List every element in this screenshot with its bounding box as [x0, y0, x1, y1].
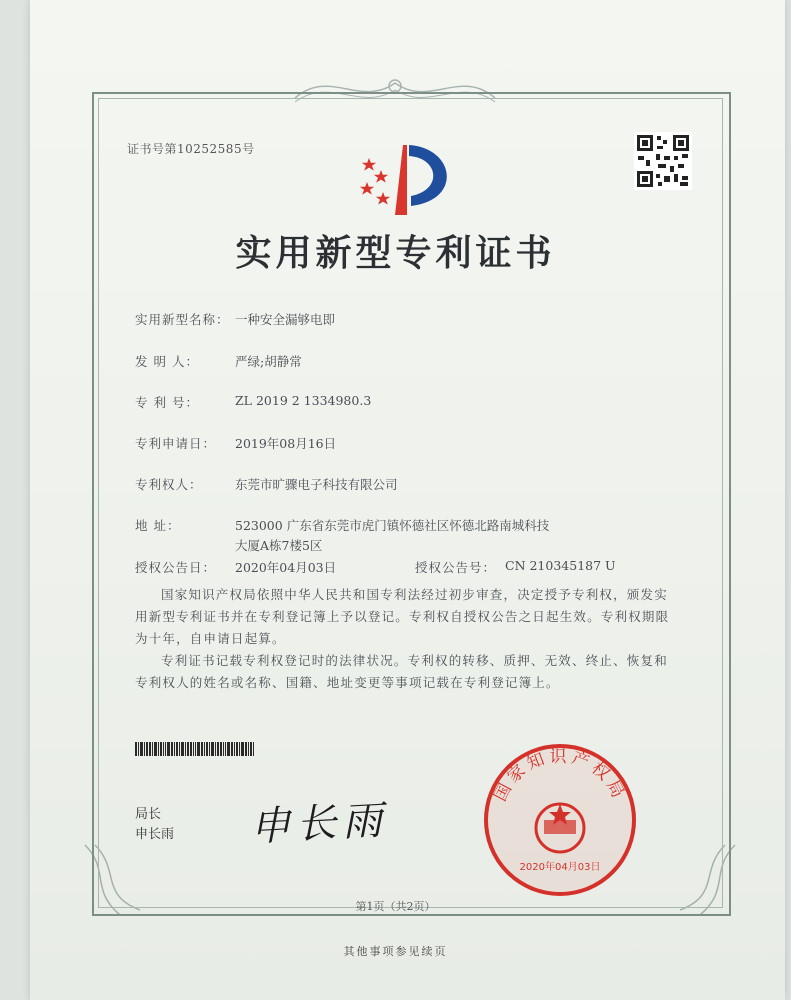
director-signature: 申长雨: [249, 797, 390, 851]
official-seal: [480, 740, 640, 900]
certificate-number: 证书号第10252585号: [127, 142, 255, 156]
certificate-title: 实用新型专利证书: [235, 232, 556, 274]
utility-model-name-label: 实用新型名称：: [135, 312, 230, 327]
address-label: 地 址：: [135, 518, 181, 533]
director-block: [135, 805, 174, 845]
director-title: 局长: [135, 807, 162, 822]
footer-note: 其他事项参见续页: [343, 945, 448, 958]
grant-announce-no: CN 210345187 U: [505, 558, 616, 573]
patent-no: ZL 2019 2 1334980.3: [235, 393, 372, 408]
cnipa-logo: [355, 140, 465, 220]
utility-model-name: 一种安全漏够电即: [235, 312, 336, 327]
director-name: 申长雨: [135, 827, 175, 842]
qr-code-icon: [634, 132, 692, 190]
address-line2: 大厦A栋7楼5区: [235, 538, 323, 553]
grant-announce-date-label: 授权公告日：: [135, 560, 217, 575]
barcode: [135, 742, 305, 756]
patentee-label: 专利权人：: [135, 477, 203, 492]
grant-announce-no-label: 授权公告号：: [415, 560, 497, 575]
grant-announce-date: 2020年04月03日: [235, 560, 337, 575]
body-paragraph-1: 国家知识产权局依照中华人民共和国专利法经过初步审查，决定授予专利权，颁发实用新型专利证书并在专利登记簿上予以登记。专利权自授权公告之日起生效。专利权期限为十年，自申请日起算。: [135, 587, 670, 646]
patent-no-label: 专 利 号：: [135, 395, 199, 410]
body-paragraph-2: 专利证书记载专利权登记时的法律状况。专利权的转移、质押、无效、终止、恢复和专利权人的姓名或名称、国籍、地址变更等事项记载在专利登记簿上。: [135, 653, 668, 690]
seal-text: 国家知识产权局: [490, 747, 630, 805]
filing-date-label: 专利申请日：: [135, 436, 217, 451]
address-line1: 523000 广东省东莞市虎门镇怀德社区怀德北路南城科技: [235, 518, 550, 533]
patentee: 东莞市旷骤电子科技有限公司: [235, 477, 398, 492]
filing-date: 2019年08月16日: [235, 436, 337, 451]
seal-date: 2020年04月03日: [519, 862, 601, 873]
page-number: 第1页（共2页）: [355, 900, 436, 913]
inventor-label: 发 明 人：: [135, 354, 199, 369]
inventor: 严绿;胡静常: [235, 354, 302, 369]
